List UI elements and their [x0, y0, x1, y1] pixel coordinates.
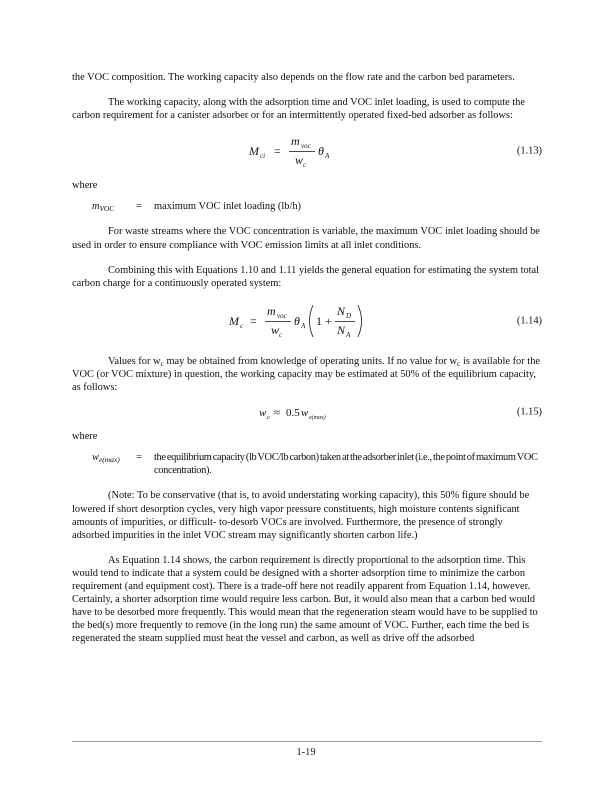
eq13-theta: θ [318, 144, 324, 159]
equation-1-15 [72, 402, 542, 422]
eq14-one-plus: 1 + [316, 313, 332, 328]
eq14-w-sub: c [279, 330, 283, 339]
where-label-2: where [72, 431, 98, 443]
eq15-w-sub: c [267, 414, 270, 422]
paragraph-values-wc: Values for wc may be obtained from knowledge of operating units. If no value for wc is available for the VOC (or VOC mixture) in question, the working capacity may be estimated at 50% of the equilibrium capacity, as follows: [72, 355, 541, 394]
where-label: where [72, 180, 98, 192]
eq14-theta-sub: A [301, 321, 306, 330]
eq13-equals: = [274, 144, 281, 159]
equation-number-1-15: (1.15) [516, 406, 542, 418]
page-number: 1-19 [296, 747, 316, 758]
eq15-we: w [301, 407, 309, 420]
definition-text: the equilibrium capacity (lb VOC/lb carbon) taken at the adsorber inlet (i.e., the point of maximum VOC concentration). [154, 452, 538, 477]
paragraph-working-capacity: The working capacity, along with the adsorption time and VOC inlet loading, is used to compute the carbon requirement for a canister adsorber or for an intermittently operated fixed-bed adsorber as follows: [72, 97, 525, 122]
equation-1-13-formula [247, 131, 367, 171]
definition-symbol: we(max) [92, 452, 120, 465]
paragraph-waste-streams: For waste streams where the VOC concentration is variable, the maximum VOC inlet loading should be used in order to ensure compliance with VOC emission limits at all inlet conditions. [72, 226, 540, 251]
equation-1-13 [72, 131, 542, 171]
equation-1-14-formula [227, 299, 387, 343]
eq14-N-A: N [337, 322, 346, 337]
definition-m-voc [72, 200, 542, 213]
definition-w-emax [72, 451, 542, 477]
eq14-M-sub: c [240, 321, 244, 330]
eq14-m-sub: voc [277, 311, 287, 320]
eq14-right-paren [358, 305, 362, 337]
eq13-m: m [291, 134, 300, 149]
eq13-theta-sub: A [325, 152, 330, 161]
eq15-w: w [259, 407, 267, 420]
eq13-M: M [249, 144, 259, 159]
paragraph-continuation: the VOC composition. The working capacity also depends on the flow rate and the carbon bed parameters. [72, 72, 515, 83]
paragraph-adsorption-time: As Equation 1.14 shows, the carbon requirement is directly proportional to the adsorption time. This would tend to indicate that a system could be designed with a shorter adsorption time to minimize the carbon requirement (and equipment cost). There is a trade-off here not readily apparent from Equation 1.14, however. Certainly, a shorter adsorption time would require less carbon. But, it would also mean that a carbon bed would have to be desorbed more frequently. This would mean that the regeneration steam would have to be supplied to the bed(s) more frequently to remove (in the long run) the same amount of VOC. Further, each time the bed is regenerated the steam supplied must heat the vessel and carbon, as well as drive off the adsorbed [72, 554, 538, 645]
equation-number-1-13: (1.13) [516, 145, 542, 157]
equation-1-14 [72, 299, 542, 343]
eq15-approx: ≈ [274, 407, 281, 420]
page-body [72, 71, 542, 645]
paragraph-note: (Note: To be conservative (that is, to avoid understating working capacity), this 50% figure should be lowered if short desorption cycles, very high vapor pressure constituents, high moisture contents significant amounts of impurities, or difficult- to-desorb VOCs are involved. Furthermore, the presence of strongly adsorbed impurities in the inlet VOC stream may significantly shorten carbon life.) [72, 490, 530, 541]
eq14-w: w [271, 322, 280, 337]
eq15-we-sub: e(max) [309, 415, 326, 422]
eq14-M: M [229, 313, 239, 328]
equation-number-1-14: (1.14) [516, 315, 542, 327]
paragraph-combining: Combining this with Equations 1.10 and 1.11 yields the general equation for estimating the system total carbon charge for a continuously operated system: [72, 264, 540, 289]
eq14-equals: = [250, 313, 257, 328]
eq14-N-A-sub: A [346, 330, 351, 339]
equation-1-15-formula [257, 402, 357, 422]
definition-equals: = [136, 201, 142, 213]
footer-divider [72, 741, 542, 742]
definition-text: maximum VOC inlet loading (lb/h) [154, 201, 301, 213]
eq14-N-D: N [337, 303, 346, 318]
eq14-theta: θ [294, 313, 300, 328]
eq13-M-sub: ci [260, 152, 266, 161]
eq13-w: w [295, 153, 304, 168]
definition-symbol: mVOC [92, 201, 115, 214]
eq15-coef: 0.5 [286, 407, 300, 420]
eq13-m-sub: voc [301, 142, 311, 151]
eq14-N-D-sub: D [346, 311, 352, 320]
eq14-m: m [267, 303, 276, 318]
eq14-left-paren [310, 305, 314, 337]
eq13-w-sub: c [303, 161, 307, 170]
definition-equals: = [136, 452, 142, 464]
